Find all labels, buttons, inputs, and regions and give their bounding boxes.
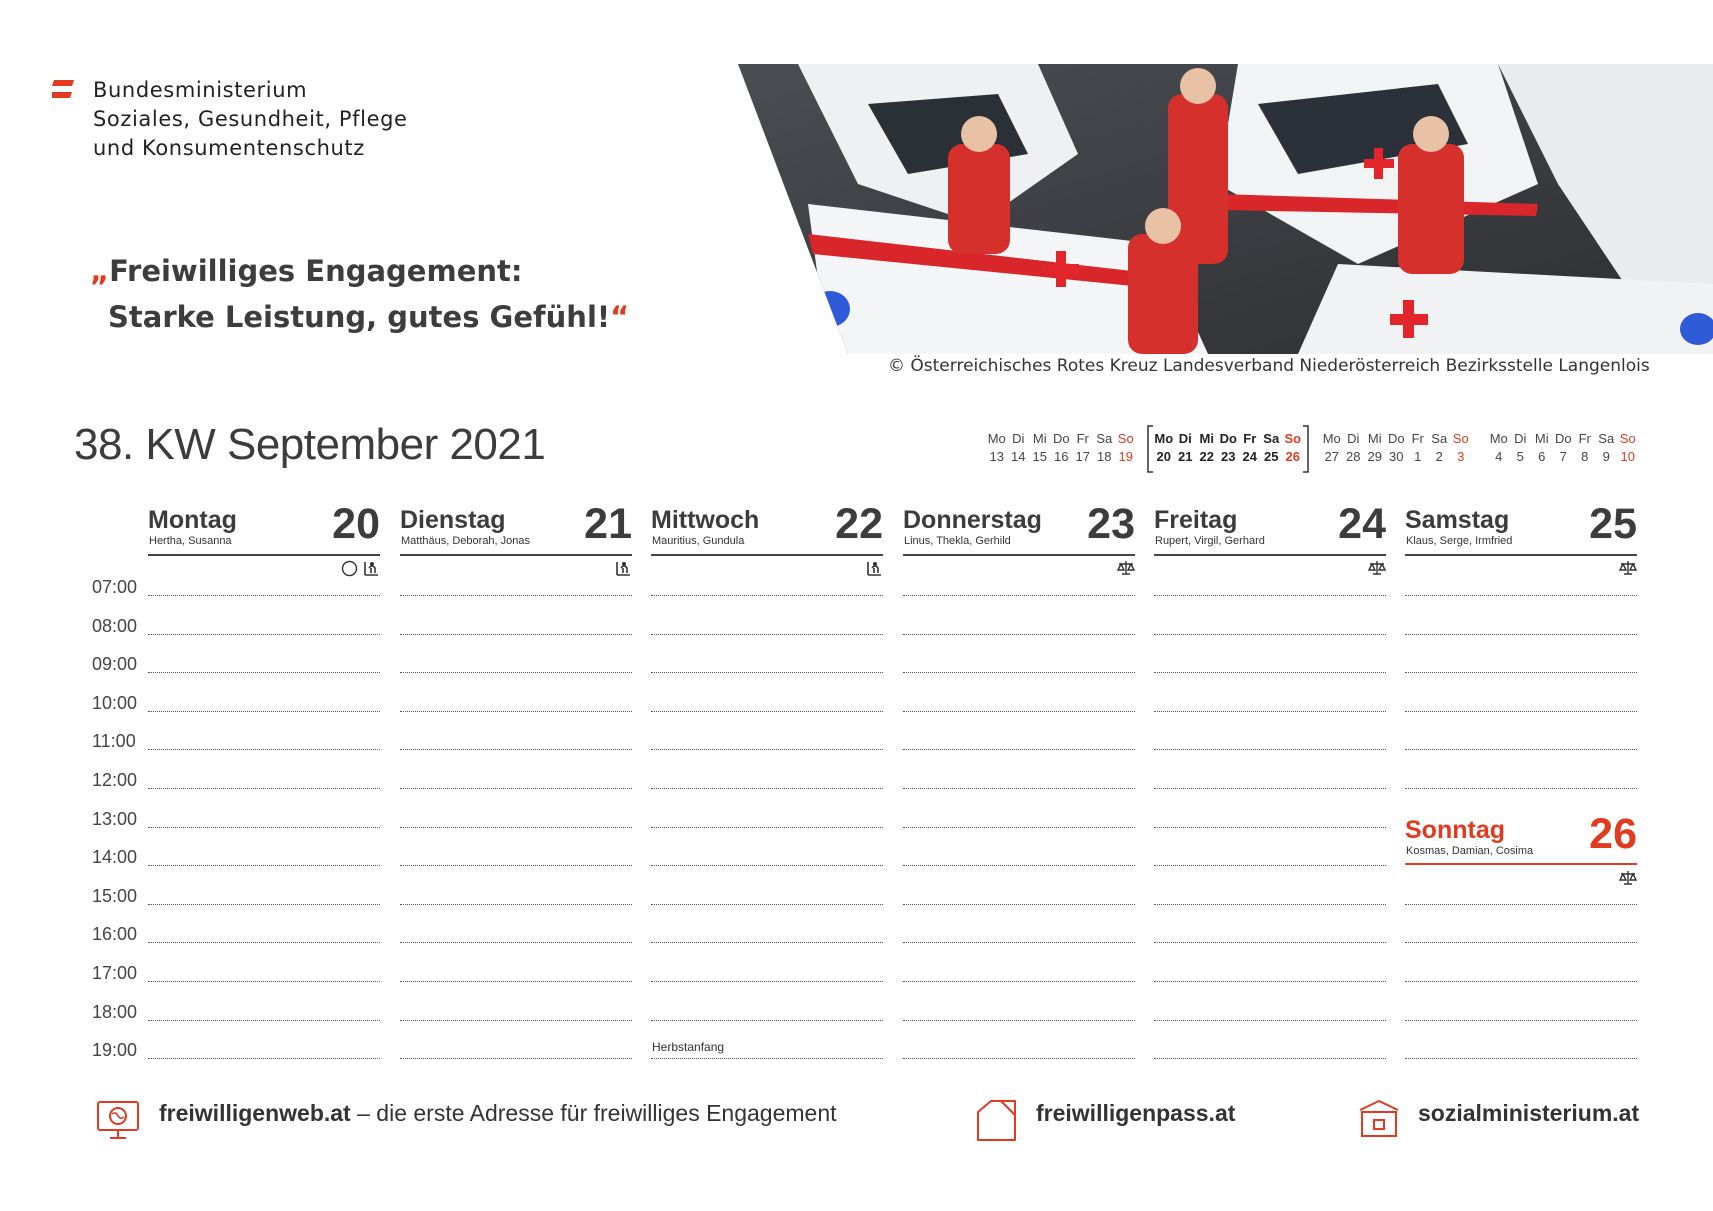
writing-line[interactable] bbox=[651, 865, 883, 866]
writing-line[interactable] bbox=[148, 1058, 380, 1059]
writing-line[interactable] bbox=[400, 634, 632, 635]
day-icons bbox=[1619, 870, 1637, 890]
day-icons bbox=[1117, 560, 1135, 576]
mini-cal-day: 28 bbox=[1346, 449, 1361, 464]
writing-line[interactable] bbox=[903, 1058, 1135, 1059]
day-column-sunday bbox=[1405, 810, 1637, 890]
mini-cal-day: 20 bbox=[1156, 449, 1171, 464]
writing-line[interactable] bbox=[903, 1020, 1135, 1021]
ministry-building-icon bbox=[1357, 1098, 1401, 1140]
virgo-icon bbox=[614, 560, 632, 577]
writing-line[interactable] bbox=[1405, 981, 1637, 982]
libra-icon bbox=[1368, 560, 1386, 576]
mini-cal-header: Mi bbox=[1534, 431, 1549, 446]
quote-line-2: Starke Leistung, gutes Gefühl! bbox=[108, 300, 611, 334]
mini-cal-header: Fr bbox=[1411, 431, 1424, 446]
writing-line[interactable] bbox=[1405, 1058, 1637, 1059]
writing-line[interactable] bbox=[903, 595, 1135, 596]
time-label: 17:00 bbox=[92, 963, 138, 983]
freiwilligenpass-link[interactable]: freiwilligenpass.at bbox=[1036, 1100, 1236, 1126]
day-header-rule bbox=[651, 554, 883, 556]
writing-line[interactable] bbox=[148, 788, 380, 789]
mini-cal-header: Mi bbox=[1367, 431, 1382, 446]
ministry-line-2: Soziales, Gesundheit, Pflege bbox=[93, 107, 408, 131]
writing-line[interactable] bbox=[1154, 595, 1386, 596]
mini-cal-day: 3 bbox=[1457, 449, 1465, 464]
sunday-header-rule bbox=[1405, 863, 1637, 865]
time-label: 10:00 bbox=[92, 693, 138, 713]
writing-line[interactable] bbox=[1154, 942, 1386, 943]
day-name: Samstag bbox=[1405, 506, 1510, 534]
day-icons bbox=[614, 560, 632, 577]
writing-line[interactable] bbox=[148, 595, 380, 596]
writing-line[interactable] bbox=[651, 711, 883, 712]
day-icons bbox=[1619, 560, 1637, 576]
writing-line[interactable] bbox=[400, 595, 632, 596]
day-number: 26 bbox=[1589, 810, 1637, 858]
mini-cal-day: 26 bbox=[1285, 449, 1300, 464]
mini-cal-day: 27 bbox=[1324, 449, 1339, 464]
mini-calendar-week-38 bbox=[1153, 430, 1304, 466]
day-name: Sonntag bbox=[1405, 816, 1505, 844]
mini-cal-day: 18 bbox=[1097, 449, 1112, 464]
writing-line[interactable] bbox=[651, 634, 883, 635]
time-label: 12:00 bbox=[92, 770, 138, 790]
writing-line[interactable] bbox=[903, 827, 1135, 828]
day-header-rule bbox=[400, 554, 632, 556]
mini-cal-header: Do bbox=[1554, 431, 1572, 446]
writing-line[interactable] bbox=[1154, 1058, 1386, 1059]
day-name: Freitag bbox=[1154, 506, 1238, 534]
time-label: 11:00 bbox=[92, 731, 136, 751]
writing-line[interactable] bbox=[903, 904, 1135, 905]
writing-line[interactable] bbox=[400, 1058, 632, 1059]
mini-cal-header: Sa bbox=[1598, 431, 1615, 446]
time-label: 15:00 bbox=[92, 886, 138, 906]
day-number: 20 bbox=[332, 500, 380, 548]
mini-cal-day: 15 bbox=[1032, 449, 1047, 464]
time-label: 19:00 bbox=[92, 1040, 138, 1060]
mini-cal-header: Sa bbox=[1431, 431, 1448, 446]
writing-line[interactable] bbox=[148, 904, 380, 905]
mini-cal-day: 17 bbox=[1075, 449, 1090, 464]
quote-close-mark: “ bbox=[610, 300, 630, 334]
sozialministerium-link[interactable]: sozialministerium.at bbox=[1418, 1100, 1640, 1126]
time-label: 09:00 bbox=[92, 654, 138, 674]
writing-line[interactable] bbox=[148, 634, 380, 635]
mini-cal-day: 23 bbox=[1221, 449, 1236, 464]
writing-line[interactable] bbox=[1405, 904, 1637, 905]
writing-line[interactable] bbox=[651, 981, 883, 982]
writing-line[interactable] bbox=[400, 981, 632, 982]
mini-cal-header: Di bbox=[1514, 431, 1527, 446]
mini-cal-day: 14 bbox=[1011, 449, 1026, 464]
document-pass-icon bbox=[975, 1098, 1019, 1144]
writing-line[interactable] bbox=[148, 749, 380, 750]
day-icons bbox=[341, 560, 380, 577]
mini-cal-header: Mo bbox=[1322, 431, 1341, 446]
writing-line[interactable] bbox=[1405, 749, 1637, 750]
footer-freiwilligenpass bbox=[1036, 1100, 1235, 1127]
writing-line[interactable] bbox=[1154, 904, 1386, 905]
footer-sozialministerium bbox=[1418, 1100, 1639, 1127]
writing-line[interactable] bbox=[651, 1020, 883, 1021]
mini-cal-header: Mi bbox=[1032, 431, 1047, 446]
writing-line[interactable] bbox=[1154, 1020, 1386, 1021]
mini-cal-day: 29 bbox=[1367, 449, 1382, 464]
day-number: 24 bbox=[1338, 500, 1386, 548]
day-number: 23 bbox=[1087, 500, 1135, 548]
writing-line[interactable] bbox=[651, 904, 883, 905]
time-label: 14:00 bbox=[92, 847, 138, 867]
event-note: Herbstanfang bbox=[652, 1040, 725, 1054]
name-days: Hertha, Susanna bbox=[149, 535, 232, 547]
quote bbox=[90, 248, 629, 340]
writing-line[interactable] bbox=[400, 749, 632, 750]
mini-calendar-week-39 bbox=[1321, 430, 1472, 466]
new-moon-icon bbox=[341, 560, 358, 577]
time-label: 08:00 bbox=[92, 616, 138, 636]
name-days: Kosmas, Damian, Cosima bbox=[1406, 845, 1534, 857]
mini-cal-day: 7 bbox=[1559, 449, 1567, 464]
name-days: Klaus, Serge, Irmfried bbox=[1406, 535, 1513, 547]
writing-line[interactable] bbox=[148, 827, 380, 828]
writing-line[interactable] bbox=[1405, 942, 1637, 943]
name-days: Mauritius, Gundula bbox=[652, 535, 745, 547]
name-days: Matthäus, Deborah, Jonas bbox=[401, 535, 531, 547]
name-days: Rupert, Virgil, Gerhard bbox=[1155, 535, 1265, 547]
writing-line[interactable] bbox=[1154, 711, 1386, 712]
writing-line[interactable] bbox=[651, 672, 883, 673]
freiwilligenweb-link[interactable]: freiwilligenweb.at bbox=[159, 1100, 351, 1126]
writing-line[interactable] bbox=[903, 788, 1135, 789]
mini-cal-header: Di bbox=[1012, 431, 1025, 446]
day-number: 21 bbox=[584, 500, 632, 548]
mini-cal-day: 8 bbox=[1581, 449, 1589, 464]
mini-cal-header: Fr bbox=[1076, 431, 1089, 446]
writing-line[interactable] bbox=[400, 827, 632, 828]
time-label: 13:00 bbox=[92, 809, 138, 829]
writing-line[interactable] bbox=[400, 672, 632, 673]
day-icons bbox=[1368, 560, 1386, 576]
footer-freiwilligenweb bbox=[159, 1100, 837, 1127]
mini-cal-header: Mo bbox=[1154, 431, 1174, 446]
quote-open-mark: „ bbox=[90, 254, 110, 288]
mini-cal-day: 10 bbox=[1620, 449, 1635, 464]
writing-line[interactable] bbox=[400, 1020, 632, 1021]
writing-line[interactable] bbox=[1405, 672, 1637, 673]
writing-line[interactable] bbox=[1154, 981, 1386, 982]
mini-cal-day: 19 bbox=[1118, 449, 1133, 464]
mini-cal-day: 22 bbox=[1199, 449, 1214, 464]
mini-cal-day: 9 bbox=[1602, 449, 1610, 464]
writing-line[interactable] bbox=[400, 904, 632, 905]
mini-cal-header: Mo bbox=[1489, 431, 1508, 446]
writing-line[interactable] bbox=[148, 865, 380, 866]
day-number: 22 bbox=[835, 500, 883, 548]
day-name: Dienstag bbox=[400, 506, 506, 534]
writing-line[interactable] bbox=[903, 711, 1135, 712]
mini-cal-header: Sa bbox=[1096, 431, 1113, 446]
virgo-icon bbox=[362, 560, 380, 577]
mini-cal-day: 25 bbox=[1264, 449, 1279, 464]
mini-calendar-week-37 bbox=[986, 430, 1137, 466]
mini-cal-day: 30 bbox=[1389, 449, 1404, 464]
mini-cal-header: Sa bbox=[1263, 431, 1280, 446]
writing-line[interactable] bbox=[903, 865, 1135, 866]
writing-line[interactable] bbox=[1405, 595, 1637, 596]
mini-cal-day: 2 bbox=[1435, 449, 1443, 464]
virgo-icon bbox=[865, 560, 883, 577]
mini-cal-header: Fr bbox=[1578, 431, 1591, 446]
writing-line[interactable] bbox=[903, 942, 1135, 943]
mini-calendar-week-40 bbox=[1488, 430, 1639, 466]
writing-line[interactable] bbox=[651, 788, 883, 789]
time-label: 18:00 bbox=[92, 1002, 138, 1022]
mini-cal-day: 21 bbox=[1178, 449, 1193, 464]
writing-line[interactable] bbox=[148, 672, 380, 673]
day-name: Donnerstag bbox=[903, 506, 1042, 534]
writing-line[interactable] bbox=[1154, 749, 1386, 750]
writing-line[interactable] bbox=[148, 711, 380, 712]
writing-line[interactable] bbox=[1154, 672, 1386, 673]
day-name: Mittwoch bbox=[651, 506, 760, 534]
writing-line[interactable] bbox=[1405, 788, 1637, 789]
writing-line[interactable] bbox=[400, 865, 632, 866]
writing-line[interactable] bbox=[651, 1058, 883, 1059]
mini-cal-header: Di bbox=[1347, 431, 1360, 446]
name-days: Linus, Thekla, Gerhild bbox=[904, 535, 1011, 547]
writing-line[interactable] bbox=[148, 942, 380, 943]
libra-icon bbox=[1117, 560, 1135, 576]
writing-line[interactable] bbox=[1405, 711, 1637, 712]
mini-cal-header: So bbox=[1284, 431, 1302, 446]
mini-cal-header: Do bbox=[1052, 431, 1070, 446]
writing-line[interactable] bbox=[400, 788, 632, 789]
day-icons bbox=[865, 560, 883, 577]
mini-cal-day: 1 bbox=[1414, 449, 1422, 464]
time-label: 16:00 bbox=[92, 924, 138, 944]
mini-cal-header: Do bbox=[1387, 431, 1405, 446]
day-header-rule bbox=[1154, 554, 1386, 556]
writing-line[interactable] bbox=[651, 749, 883, 750]
mini-cal-day: 4 bbox=[1495, 449, 1503, 464]
mini-cal-header: Fr bbox=[1243, 431, 1257, 446]
libra-icon bbox=[1619, 870, 1637, 886]
writing-line[interactable] bbox=[903, 672, 1135, 673]
writing-line[interactable] bbox=[903, 749, 1135, 750]
writing-line[interactable] bbox=[148, 981, 380, 982]
mini-cal-header: Di bbox=[1178, 431, 1192, 446]
mini-cal-day: 13 bbox=[989, 449, 1004, 464]
photo-caption: © Österreichisches Rotes Kreuz Landesverband Niederösterreich Bezirksstelle Langenlois bbox=[888, 356, 1650, 376]
libra-icon bbox=[1619, 560, 1637, 576]
writing-line[interactable] bbox=[651, 595, 883, 596]
ministry-line-3: und Konsumentenschutz bbox=[93, 136, 365, 160]
writing-line[interactable] bbox=[1154, 827, 1386, 828]
mini-cal-header: So bbox=[1117, 431, 1134, 446]
computer-globe-icon bbox=[96, 1098, 142, 1142]
writing-line[interactable] bbox=[1154, 865, 1386, 866]
writing-line[interactable] bbox=[400, 942, 632, 943]
ministry-name bbox=[93, 76, 408, 163]
mini-cal-day: 16 bbox=[1054, 449, 1069, 464]
mini-cal-header: So bbox=[1619, 431, 1636, 446]
mini-cal-header: So bbox=[1452, 431, 1469, 446]
writing-line[interactable] bbox=[1154, 634, 1386, 635]
writing-line[interactable] bbox=[903, 634, 1135, 635]
week-title: 38. KW September 2021 bbox=[74, 420, 546, 469]
mini-cal-day: 6 bbox=[1538, 449, 1546, 464]
writing-line[interactable] bbox=[903, 981, 1135, 982]
day-header-rule bbox=[1405, 554, 1637, 556]
ministry-line-1: Bundesministerium bbox=[93, 78, 308, 102]
writing-line[interactable] bbox=[651, 827, 883, 828]
red-cross-team-photo bbox=[738, 64, 1713, 354]
mini-cal-day: 5 bbox=[1516, 449, 1524, 464]
day-header-rule bbox=[903, 554, 1135, 556]
mini-cal-header: Do bbox=[1219, 431, 1237, 446]
quote-line-1: Freiwilliges Engagement: bbox=[109, 254, 523, 288]
writing-line[interactable] bbox=[400, 711, 632, 712]
austria-flag-logo bbox=[52, 80, 74, 100]
mini-cal-day: 24 bbox=[1242, 449, 1257, 464]
writing-line[interactable] bbox=[651, 942, 883, 943]
writing-line[interactable] bbox=[1154, 788, 1386, 789]
writing-line[interactable] bbox=[1405, 634, 1637, 635]
writing-line[interactable] bbox=[1405, 1020, 1637, 1021]
day-name: Montag bbox=[148, 506, 237, 534]
mini-cal-header: Mo bbox=[987, 431, 1006, 446]
day-number: 25 bbox=[1589, 500, 1637, 548]
freiwilligenweb-tagline: – die erste Adresse für freiwilliges Engagement bbox=[350, 1100, 837, 1126]
mini-cal-header: Mi bbox=[1199, 431, 1214, 446]
time-label: 07:00 bbox=[92, 577, 138, 597]
day-header-rule bbox=[148, 554, 380, 556]
writing-line[interactable] bbox=[148, 1020, 380, 1021]
